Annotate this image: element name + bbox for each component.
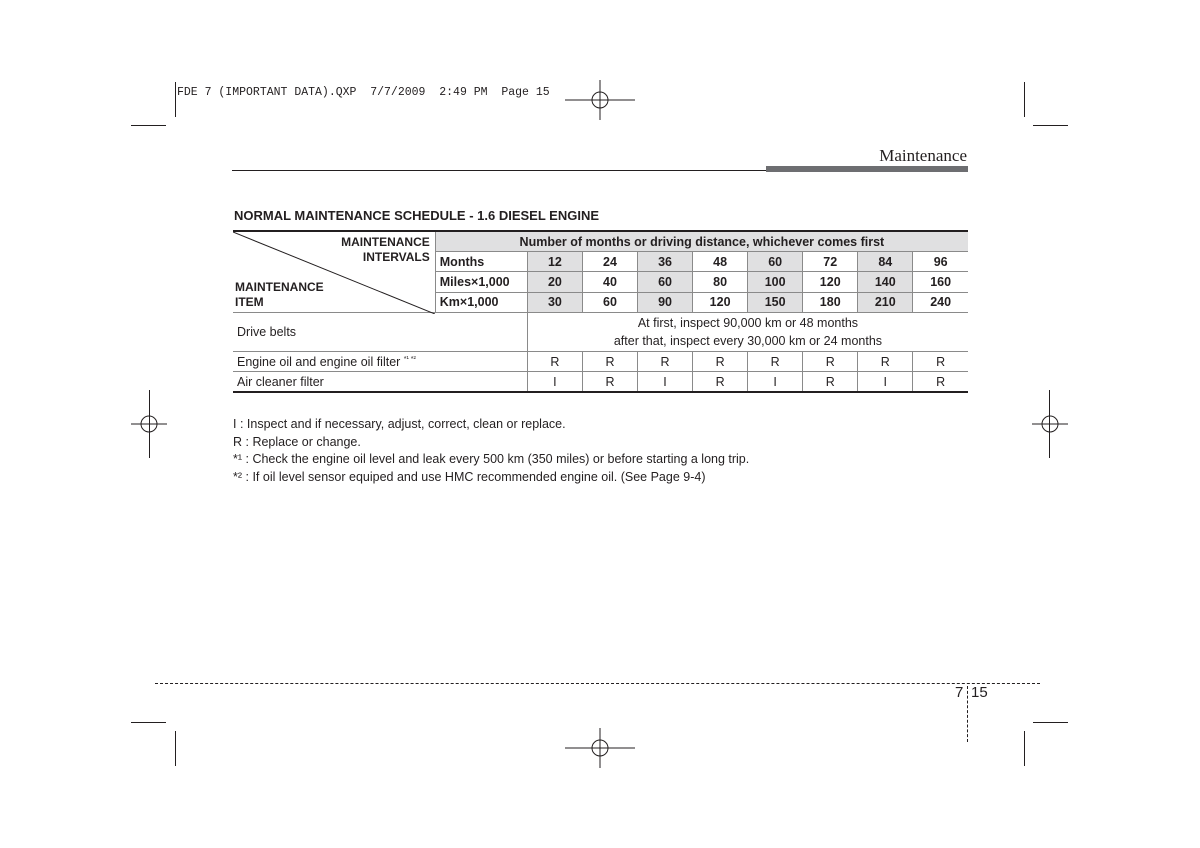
schedule-cell: I: [748, 372, 803, 393]
note-replace: R : Replace or change.: [233, 434, 361, 449]
schedule-cell: R: [582, 352, 637, 372]
table-title: NORMAL MAINTENANCE SCHEDULE - 1.6 DIESEL ENGINE: [234, 208, 600, 223]
note-inspect: I : Inspect and if necessary, adjust, correct, clean or replace.: [233, 417, 566, 431]
item-label-line1: MAINTENANCE: [235, 280, 324, 294]
unit-value: 90: [638, 292, 693, 312]
unit-value: 150: [748, 292, 803, 312]
registration-mark-left: [129, 404, 169, 444]
footer-dashed-divider: [967, 686, 968, 742]
schedule-cell: R: [803, 352, 858, 372]
schedule-cell: R: [638, 352, 693, 372]
registration-mark-bottom: [560, 728, 640, 768]
legend-notes: [233, 416, 749, 486]
chapter-number: 7: [955, 684, 964, 701]
schedule-cell: R: [803, 372, 858, 393]
schedule-cell: R: [913, 352, 968, 372]
schedule-cell: R: [527, 352, 582, 372]
intervals-label: [341, 235, 430, 265]
interval-span-header: Number of months or driving distance, whichever comes first: [435, 231, 968, 252]
unit-value: 210: [858, 292, 913, 312]
schedule-cell: I: [858, 372, 913, 393]
unit-value: 60: [582, 292, 637, 312]
unit-value: 84: [858, 252, 913, 272]
unit-value: 12: [527, 252, 582, 272]
unit-label: Months: [435, 252, 527, 272]
schedule-cell: R: [913, 372, 968, 393]
drive-belts-instruction: [527, 313, 968, 352]
file-slug-line: FDE 7 (IMPORTANT DATA).QXP 7/7/2009 2:49 PM Page 15: [177, 86, 550, 99]
unit-label: Km×1,000: [435, 292, 527, 312]
intervals-label-line2: INTERVALS: [362, 250, 430, 264]
unit-value: 30: [527, 292, 582, 312]
unit-value: 80: [693, 272, 748, 292]
intervals-label-line1: MAINTENANCE: [341, 235, 430, 249]
table-row-drive-belts: [233, 313, 968, 352]
table-row-air-cleaner: [233, 372, 968, 393]
section-title: Maintenance: [879, 146, 967, 165]
unit-value: 120: [803, 272, 858, 292]
drive-belts-note-line2: after that, inspect every 30,000 km or 24 months: [613, 334, 883, 348]
schedule-cell: I: [527, 372, 582, 393]
table-row-engine-oil: [233, 352, 968, 372]
registration-mark-top: [560, 80, 640, 120]
header-bar: [766, 166, 968, 172]
unit-value: 96: [913, 252, 968, 272]
item-label-air-cleaner: Air cleaner filter: [233, 372, 527, 393]
header-rule: [232, 170, 766, 171]
unit-value: 20: [527, 272, 582, 292]
registration-mark-right: [1030, 404, 1070, 444]
footer-dashed-rule: [155, 683, 1040, 684]
unit-value: 40: [582, 272, 637, 292]
drive-belts-note-line1: At first, inspect 90,000 km or 48 months: [637, 316, 859, 330]
table-header-row: [233, 231, 968, 252]
unit-value: 180: [803, 292, 858, 312]
schedule-cell: I: [638, 372, 693, 393]
unit-value: 140: [858, 272, 913, 292]
schedule-cell: R: [693, 372, 748, 393]
unit-value: 120: [693, 292, 748, 312]
note-footnote-1: *¹ : Check the engine oil level and leak every 500 km (350 miles) or before starting a long trip.: [233, 452, 750, 466]
item-label-engine-oil: [233, 352, 527, 372]
schedule-cell: R: [858, 352, 913, 372]
page-number: 15: [971, 684, 988, 701]
unit-value: 240: [913, 292, 968, 312]
item-label-line2: ITEM: [235, 295, 264, 309]
unit-value: 24: [582, 252, 637, 272]
unit-value: 72: [803, 252, 858, 272]
unit-value: 100: [748, 272, 803, 292]
unit-value: 60: [638, 272, 693, 292]
unit-label: Miles×1,000: [435, 272, 527, 292]
engine-oil-label-text: Engine oil and engine oil filter: [237, 354, 401, 369]
unit-value: 48: [693, 252, 748, 272]
schedule-cell: R: [748, 352, 803, 372]
unit-value: 36: [638, 252, 693, 272]
item-label-drive-belts: Drive belts: [233, 313, 527, 352]
footnote-marks: *¹ *²: [403, 355, 416, 363]
unit-value: 60: [748, 252, 803, 272]
note-footnote-2: *² : If oil level sensor equiped and use HMC recommended engine oil. (See Page 9-4): [233, 469, 706, 484]
schedule-cell: R: [693, 352, 748, 372]
corner-header-cell: [233, 231, 435, 313]
maintenance-schedule-table: [233, 230, 968, 393]
unit-value: 160: [913, 272, 968, 292]
schedule-cell: R: [582, 372, 637, 393]
item-label: [235, 280, 324, 310]
